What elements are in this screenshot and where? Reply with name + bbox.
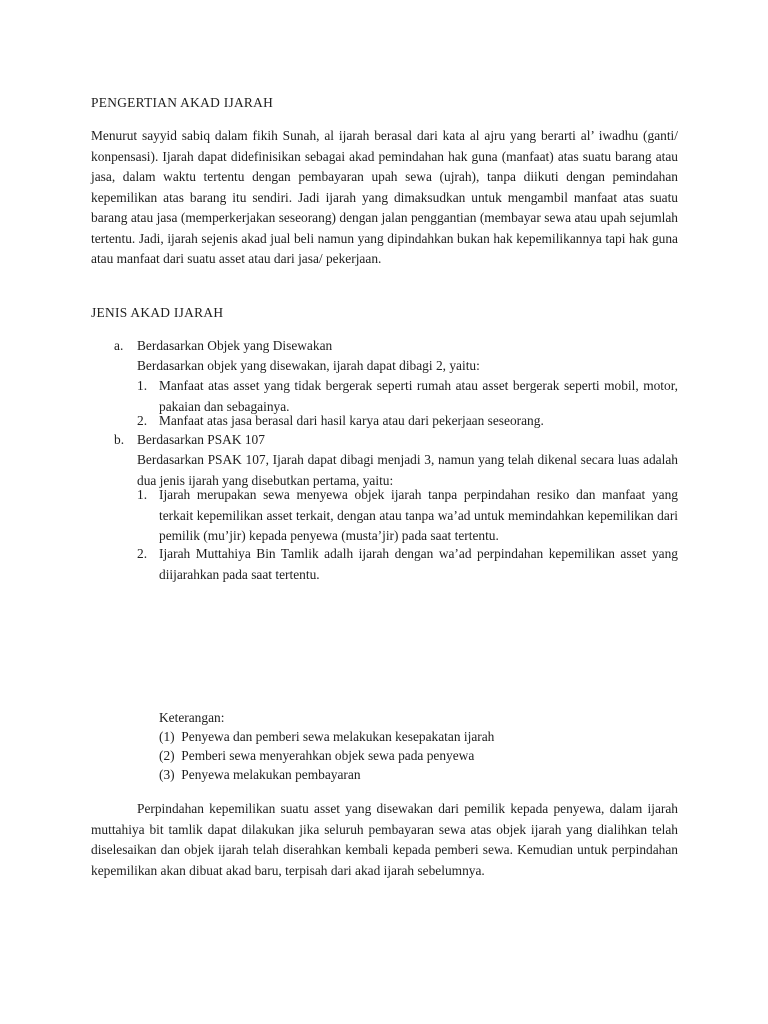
subsection-b-intro: Berdasarkan PSAK 107, Ijarah dapat dibagi menjadi 3, namun yang telah dikenal secara luas adalah dua jenis ijarah yang disebutkan pertama, yaitu: xyxy=(137,452,678,488)
keterangan-item: (1) Penyewa dan pemberi sewa melakukan kesepakatan ijarah xyxy=(159,729,495,744)
keterangan-item: (2) Pemberi sewa menyerahkan objek sewa pada penyewa xyxy=(159,748,475,763)
list-item-number: 2. xyxy=(137,546,148,561)
list-item-number: 2. xyxy=(137,413,148,428)
list-item: Manfaat atas asset yang tidak bergerak seperti rumah atau asset bergerak seperti mobil, motor, pakaian dan sebagainya. xyxy=(159,378,678,414)
list-item: Manfaat atas jasa berasal dari hasil karya atau dari pekerjaan seseorang. xyxy=(159,413,544,428)
subsection-a-label: a. xyxy=(114,338,124,353)
definition-paragraph: Menurut sayyid sabiq dalam fikih Sunah, al ijarah berasal dari kata al ajru yang berarti al’ iwadhu (ganti/ konpensasi). Ijarah dapat didefinisikan sebagai akad pemindahan hak guna (manfaat) atas suatu barang atau jasa, dalam waktu tertentu dengan pembayaran upah sewa (ujrah), tanpa diikuti dengan pemindahan kepemilikan atas barang itu sendiri. Jadi ijarah yang dimaksudkan untuk mengambil manfaat atas suatu barang atau jasa (memperkerjakan seseorang) dengan jalan penggantian (membayar sewa atau upah sejumlah tertentu. Jadi, ijarah sejenis akad jual beli namun yang dipindahkan bukan hak kepemilikannya tapi hak guna atau manfaat dari suatu asset atau dari jasa/ pekerjaan. xyxy=(91,128,678,266)
closing-paragraph: Perpindahan kepemilikan suatu asset yang disewakan dari pemilik kepada penyewa, dalam ijarah muttahiya bit tamlik dapat dilakukan jika seluruh pembayaran sewa atas objek ijarah yang dialihkan telah diselesaikan dan objek ijarah telah diserahkan kembali kepada pemberi sewa. Kemudian untuk perpindahan kepemilikan akan dibuat akad baru, terpisah dari akad ijarah sebelumnya. xyxy=(91,801,678,878)
subsection-b-label: b. xyxy=(114,432,125,447)
section-heading-jenis: JENIS AKAD IJARAH xyxy=(91,305,224,320)
list-item: Ijarah merupakan sewa menyewa objek ijarah tanpa perpindahan resiko dan manfaat yang terkait kepemilikan asset terkait, dengan atau tanpa wa’ad untuk memindahkan kepemilikan dari pemilik (mu’jir) kepada penyewa (musta’jir) pada saat tertentu. xyxy=(159,487,678,543)
keterangan-title: Keterangan: xyxy=(159,710,225,725)
list-item: Ijarah Muttahiya Bin Tamlik adalh ijarah dengan wa’ad perpindahan kepemilikan asset yang diijarahkan pada saat tertentu. xyxy=(159,546,678,582)
list-item-number: 1. xyxy=(137,378,148,393)
section-heading-pengertian: PENGERTIAN AKAD IJARAH xyxy=(91,95,274,110)
subsection-a-intro: Berdasarkan objek yang disewakan, ijarah dapat dibagi 2, yaitu: xyxy=(137,358,480,373)
keterangan-item: (3) Penyewa melakukan pembayaran xyxy=(159,767,361,782)
list-item-number: 1. xyxy=(137,487,148,502)
subsection-a-title: Berdasarkan Objek yang Disewakan xyxy=(137,338,333,353)
subsection-b-title: Berdasarkan PSAK 107 xyxy=(137,432,265,447)
